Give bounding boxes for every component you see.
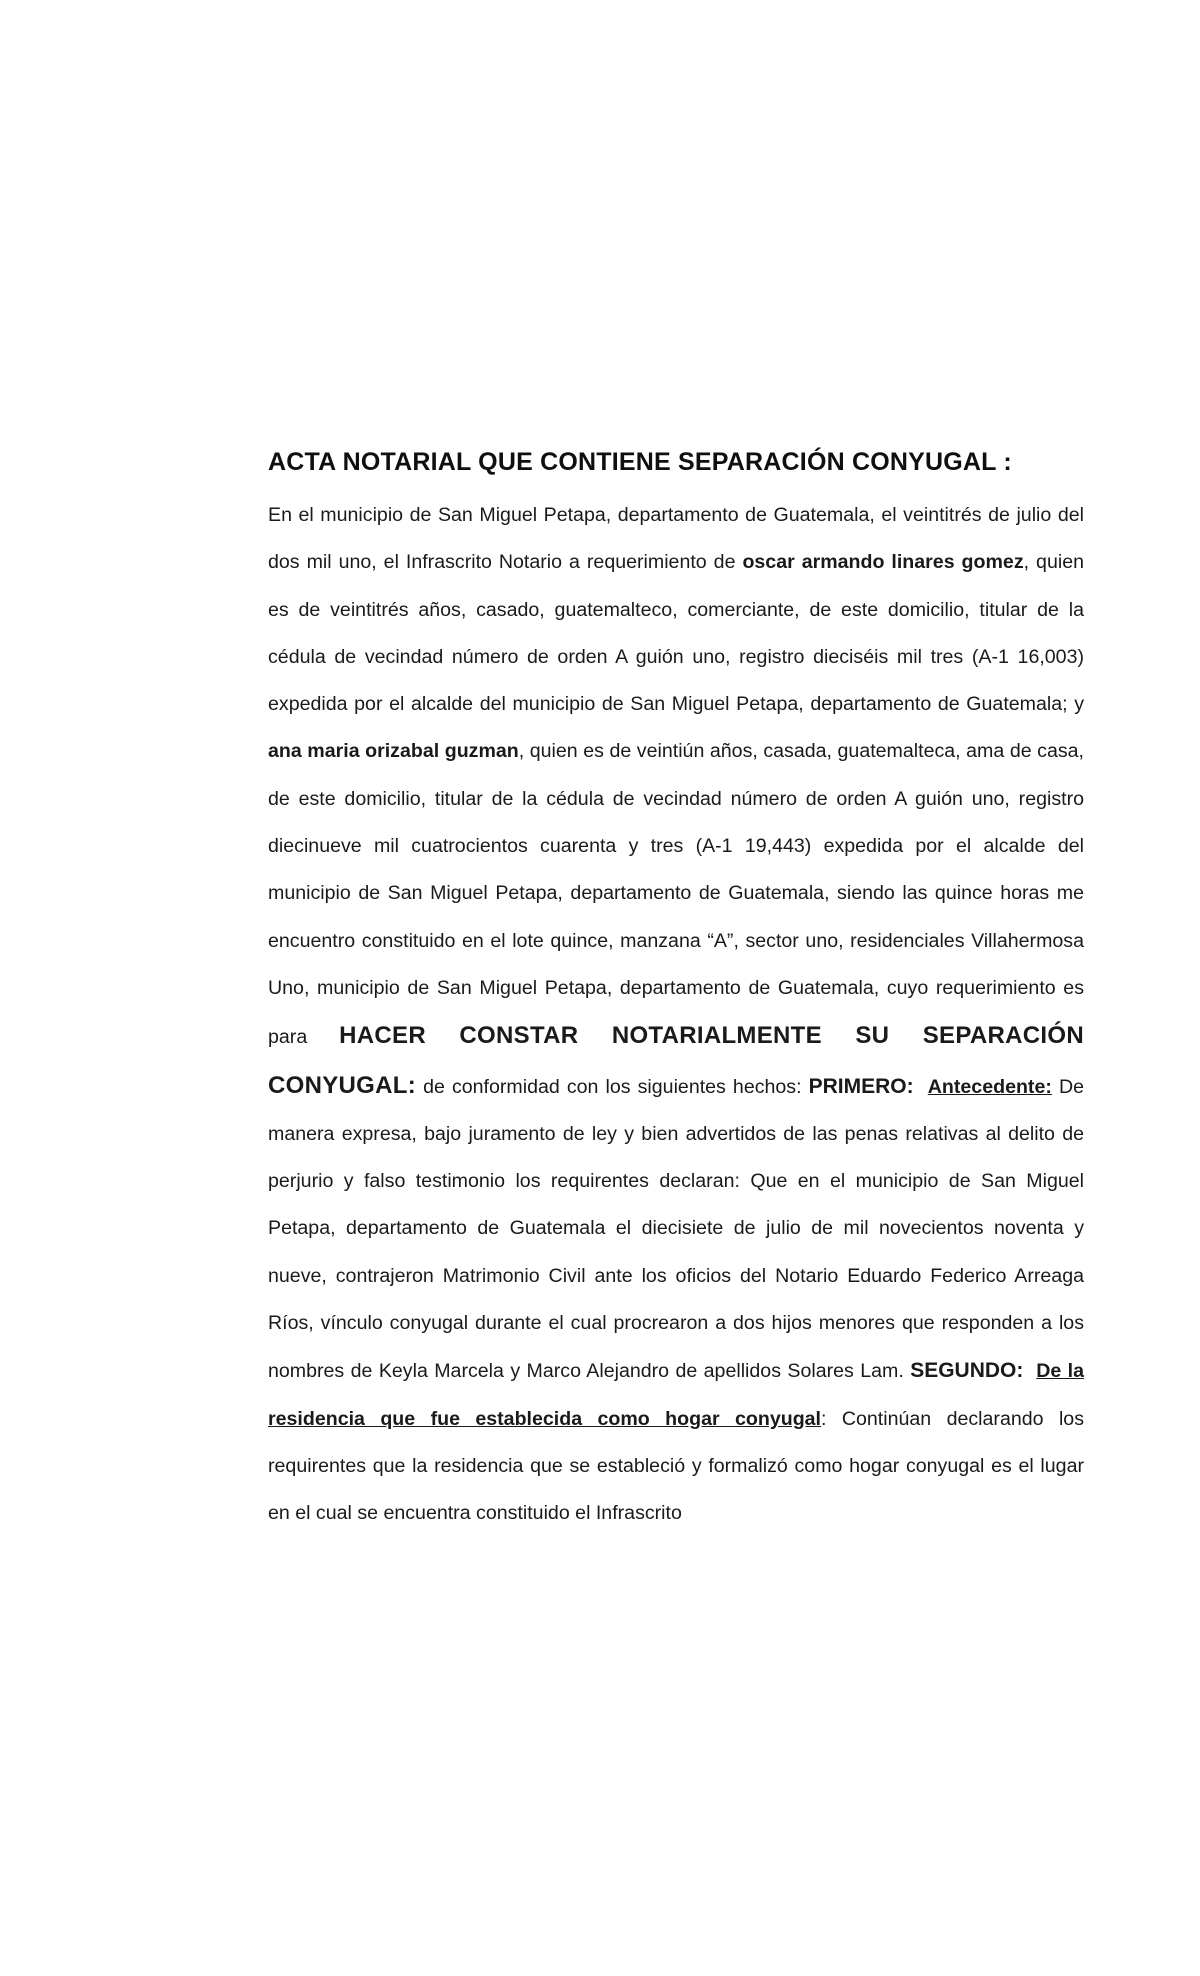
section-primero-text: De manera expresa, bajo juramento de ley y bien advertidos de las penas relativas al delito de perjurio y falso testimonio los requirentes declaran: Que en el municipio de San Miguel Petapa, departamento de Guatemala el diecisiete de julio de mil novecientos noventa y nueve, contrajeron Matrimonio Civil ante los oficios del Notario Eduardo Federico Arreaga Ríos, vínculo conyugal durante el cual procrearon a dos hijos menores que responden a los nombres de Keyla Marcela y Marco Alejandro de apellidos Solares Lam. bbox=[268, 1075, 1085, 1383]
requirer-2-details: , quien es de veintiún años, casada, guatemalteca, ama de casa, de este domicilio, titular de la cédula de vecindad número de orden A guión uno, registro diecinueve mil cuatrocientos cuarenta y tres (A-1 19,443) expedida por el alcalde del municipio de San Miguel Petapa, departamento de Guatemala, siendo las quince horas me encuentro constituido en el lote quince, manzana “A”, sector uno, residenciales Villahermosa Uno, municipio de San Miguel Petapa, departamento de Guatemala, cuyo requerimiento es para bbox=[268, 740, 1084, 1049]
section-primero-subtitle: Antecedente: bbox=[927, 1075, 1052, 1098]
requirer-name-2: ana maria orizabal guzman bbox=[268, 740, 519, 763]
purpose-emphasis: HACER CONSTAR NOTARIALMENTE SU SEPARACIÓN CONYUGAL: bbox=[268, 1022, 1084, 1099]
section-primero-label: PRIMERO: bbox=[808, 1074, 914, 1098]
section-segundo-text: Continúan declarando los requirentes que la residencia que se estableció y formalizó como hogar conyugal es el lugar en el cual se encuentra constituido el Infrascrito bbox=[268, 1407, 1084, 1525]
document-body bbox=[268, 492, 1084, 1538]
requirer-1-details: , quien es de veintitrés años, casado, guatemalteco, comerciante, de este domicilio, titular de la cédula de vecindad número de orden A guión uno, registro dieciséis mil tres (A-1 16,003) expedida por el alcalde del municipio de San Miguel Petapa, departamento de Guatemala; y bbox=[268, 551, 1084, 716]
document-content bbox=[268, 444, 1084, 1538]
document-title: ACTA NOTARIAL QUE CONTIENE SEPARACIÓN CONYUGAL : bbox=[268, 448, 1012, 476]
section-segundo-label: SEGUNDO: bbox=[910, 1359, 1024, 1383]
section-segundo-colon: : bbox=[821, 1407, 827, 1430]
facts-intro: de conformidad con los siguientes hechos: bbox=[416, 1075, 809, 1098]
intro-text: En el municipio de San Miguel Petapa, departamento de Guatemala, el veintitrés de julio del dos mil uno, el Infrascrito Notario a requerimiento de bbox=[268, 504, 1084, 574]
requirer-name-1: oscar armando linares gomez bbox=[742, 551, 1024, 574]
section-segundo-subtitle: De la residencia que fue establecida como hogar conyugal bbox=[268, 1360, 1084, 1430]
